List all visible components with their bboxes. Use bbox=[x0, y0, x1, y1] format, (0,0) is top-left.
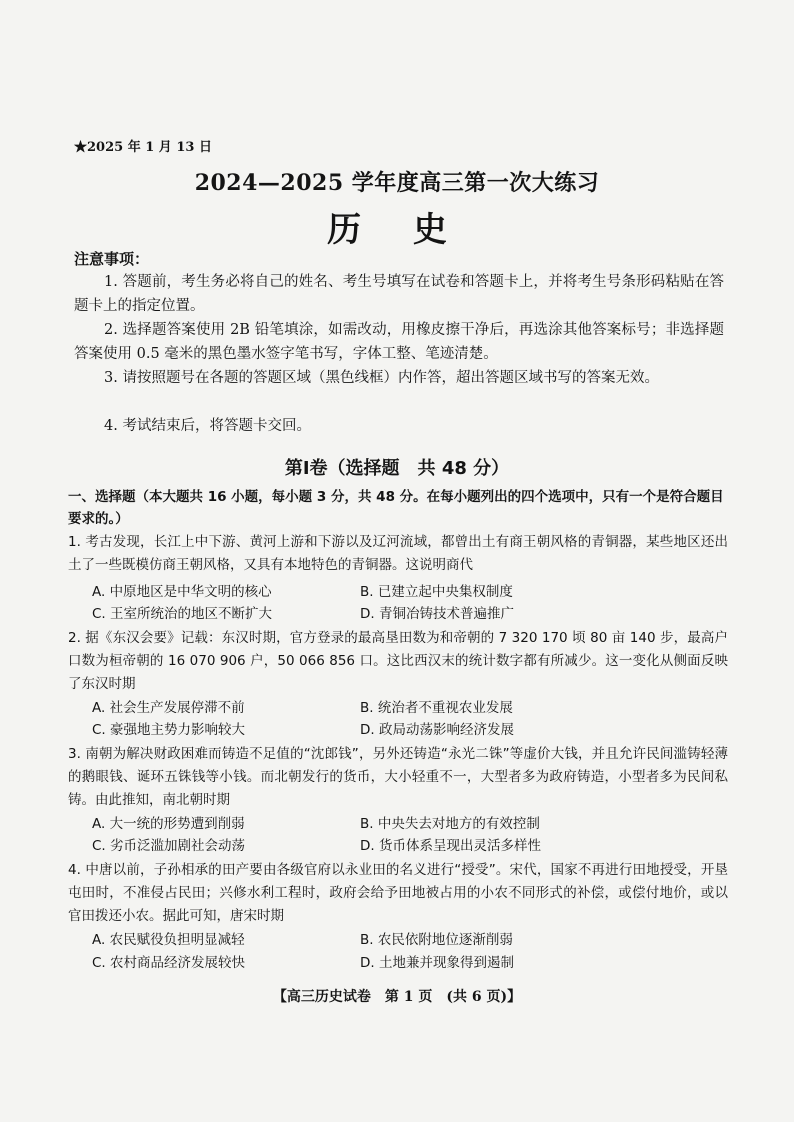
part-instructions: 一、选择题（本大题共 16 小题，每小题 3 分，共 48 分。在每小题列出的四个选项中，只有一个是符合题目要求的。） bbox=[68, 489, 724, 527]
page-footer: 【高三历史试卷 第 1 页 (共 6 页)】 bbox=[272, 989, 522, 1005]
question-stem: 4. 中唐以前，子孙相承的田产要由各级官府以永业田的名义进行“授受”。宋代，国家不再进行田地授受，开垦屯田时，不准侵占民田；兴修水利工程时，政府会给予田地被占用的小农不同形式的补偿，或偿付地价，或以官田拨还小农。据此可知，唐宋时期 bbox=[68, 862, 728, 924]
exam-date: ★2025 年 1 月 13 日 bbox=[74, 140, 212, 155]
section-title: 第Ⅰ卷（选择题 共 48 分） bbox=[284, 458, 510, 479]
notice-item: 2. 选择题答案使用 2B 铅笔填涂，如需改动，用橡皮擦干净后，再选涂其他答案标号；非选择题答案使用 0.5 毫米的黑色墨水签字笔书写，字体工整、笔迹清楚。 bbox=[74, 322, 724, 362]
notice-item: 4. 考试结束后，将答题卡交回。 bbox=[104, 418, 311, 434]
option-d: D. 货币体系呈现出灵活多样性 bbox=[360, 838, 541, 854]
option-a: A. 农民赋役负担明显减轻 bbox=[92, 932, 245, 948]
question-stem: 1. 考古发现，长江上中下游、黄河上游和下游以及辽河流域，都曾出土有商王朝风格的青铜器，某些地区还出土了一些既模仿商王朝风格，又具有本地特色的青铜器。这说明商代 bbox=[68, 534, 728, 573]
option-c: C. 农村商品经济发展较快 bbox=[92, 955, 246, 971]
option-c: C. 豪强地主势力影响较大 bbox=[92, 722, 246, 738]
notice-item: 1. 答题前，考生务必将自己的姓名、考生号填写在试卷和答题卡上，并将考生号条形码粘贴在答题卡上的指定位置。 bbox=[74, 274, 724, 314]
exam-title: 2024—2025 学年度高三第一次大练习 bbox=[194, 170, 600, 196]
question-stem: 2. 据《东汉会要》记载：东汉时期，官方登录的最高垦田数为和帝朝的 7 320 170 顷 80 亩 140 步，最高户口数为桓帝朝的 16 070 906 户，50 066 856 口。这比西汉末的统计数字都有所减少。这一变化从侧面反映了东汉时期 bbox=[68, 630, 728, 692]
option-d: D. 青铜冶铸技术普遍推广 bbox=[360, 606, 514, 622]
option-b: B. 农民依附地位逐渐削弱 bbox=[360, 932, 513, 948]
option-b: B. 中央失去对地方的有效控制 bbox=[360, 816, 540, 832]
option-b: B. 统治者不重视农业发展 bbox=[360, 700, 513, 716]
option-d: D. 土地兼并现象得到遏制 bbox=[360, 955, 514, 971]
question-stem: 3. 南朝为解决财政困难而铸造不足值的“沈郎钱”，另外还铸造“永光二铢”等虚价大钱，并且允许民间滥铸轻薄的鹅眼钱、诞环五铢钱等小钱。而北朝发行的货币，大小轻重不一，大型者多为政府铸造，小型者多为民间私铸。由此推知，南北朝时期 bbox=[68, 746, 728, 808]
option-c: C. 劣币泛滥加剧社会动荡 bbox=[92, 838, 246, 854]
subject-title: 历 史 bbox=[327, 210, 467, 250]
notice-heading: 注意事项： bbox=[74, 250, 150, 268]
option-a: A. 大一统的形势遭到削弱 bbox=[92, 816, 245, 832]
option-c: C. 王室所统治的地区不断扩大 bbox=[92, 606, 273, 622]
option-a: A. 社会生产发展停滞不前 bbox=[92, 700, 245, 716]
option-b: B. 已建立起中央集权制度 bbox=[360, 584, 513, 600]
option-a: A. 中原地区是中华文明的核心 bbox=[92, 584, 272, 600]
option-d: D. 政局动荡影响经济发展 bbox=[360, 722, 514, 738]
notice-item: 3. 请按照题号在各题的答题区域（黑色线框）内作答，超出答题区域书写的答案无效。 bbox=[104, 370, 659, 386]
